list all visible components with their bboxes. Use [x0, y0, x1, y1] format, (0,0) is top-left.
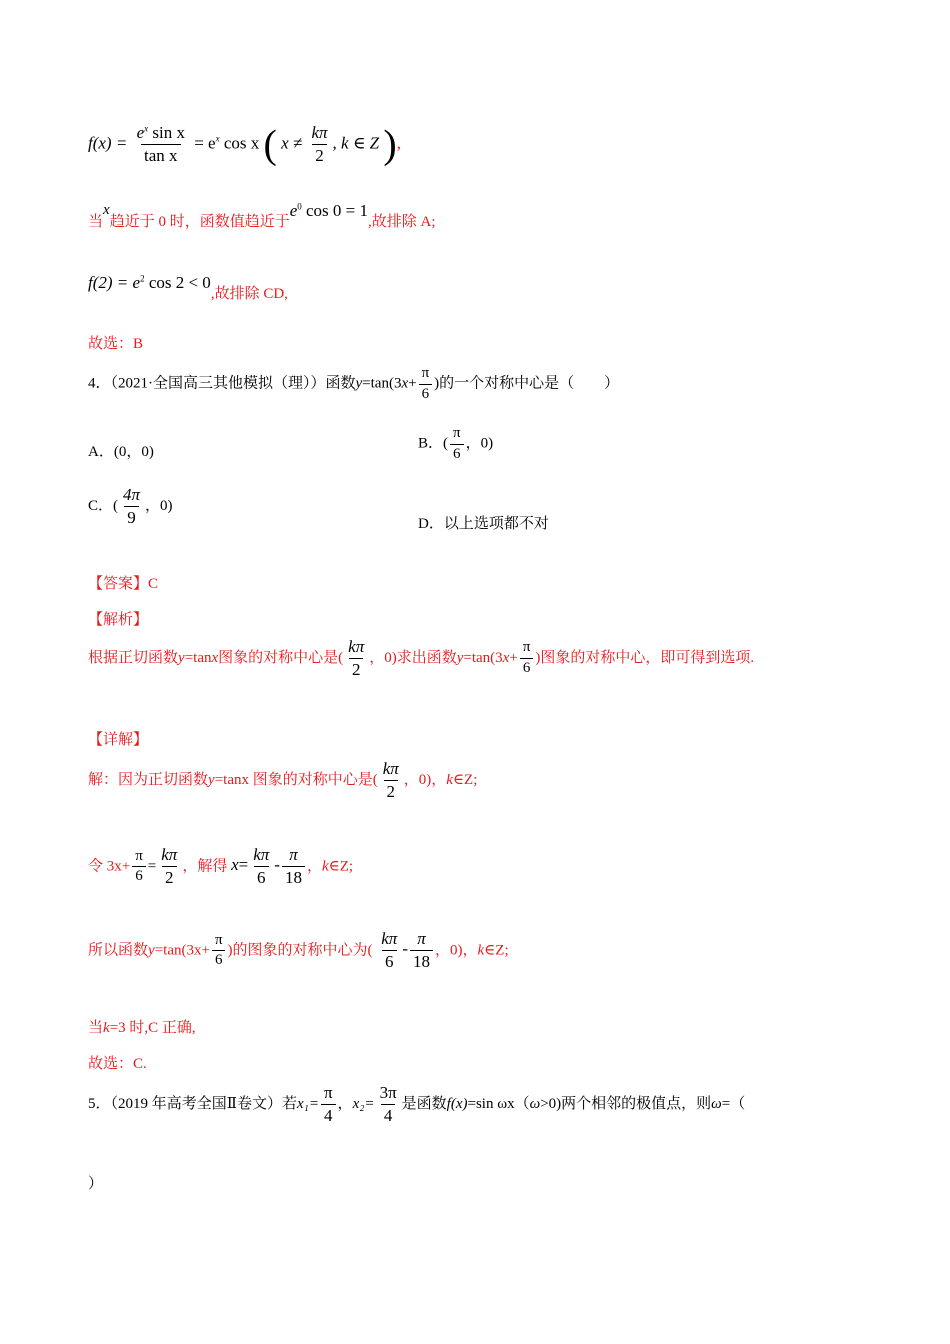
q4-detail-line4: 当k=3 时,C 正确,: [88, 1020, 196, 1036]
q4-stem: 4．（2021·全国高三其他模拟（理））函数y=tan(3x+ $\frac{\pi}{6}$ )的一个对称中心是（ ）: [88, 365, 620, 402]
q4-option-b[interactable]: B．( $\frac{\pi}{6}$ ，0): [418, 425, 494, 462]
block1-line3: $f(2) = e^2$ cos 2 < 0,故排除 CD,: [88, 273, 288, 302]
q4-answer: 【答案】C: [88, 576, 159, 592]
q4-analysis-tag: 【解析】: [88, 612, 149, 628]
q4-detail-line1: 解：因为正切函数y=tanx 图象的对称中心是( $\frac{k\pi}{2}$ ，0)，k∈Z;: [88, 759, 478, 801]
q4-option-d[interactable]: D．以上选项都不对: [418, 516, 549, 532]
formula-fraction: $\frac{e^x \sin x}{\text{tan x}}$: [136, 123, 185, 165]
q4-option-c[interactable]: C．( $\frac{4\pi}{9}$ ，0): [88, 485, 173, 527]
formula-fx: f(x) = $\frac{e^x \sin x}{\text{tan x}}$ = $e^x$ cos x ( x ≠ $\frac{k\pi}{2}$ , k ∈ Z ),: [88, 121, 401, 167]
block1-line2: 当x趋近于 0 时，函数值趋近于$e^0$ cos 0 = 1,故排除 A;: [88, 201, 436, 230]
q4-analysis: 根据正切函数y=tanx图象的对称中心是( $\frac{k\pi}{2}$ ，0)求出函数y=tan(3x+ $\frac{\pi}{6}$ )图象的对称中心，即可得到选项.: [88, 637, 755, 679]
q5-stem: 5．（2019 年高考全国Ⅱ卷文）若x₁= $\frac{\pi}{4}$ ，x₂= $\frac{3\pi}{4}$ 是函数f(x)=sin ωx（ω>0)两个相邻的极值点，则ω=（: [88, 1083, 746, 1125]
q4-option-a[interactable]: A．(0，0): [88, 444, 154, 460]
q4-detail-conclusion: 故选：C.: [88, 1056, 147, 1072]
q5-close-paren: ）: [88, 1176, 104, 1192]
q4-detail-line3: 所以函数y=tan(3x+ $\frac{\pi}{6}$ )的图象的对称中心为( $\frac{k\pi}{6}$ - $\frac{\pi}{18}$ ，0)，k∈Z;: [88, 929, 509, 971]
block1-conclusion: 故选：B: [88, 336, 144, 352]
q4-detail-line2: 令 3x+ $\frac{\pi}{6}$ = $\frac{k\pi}{2}$ ，解得 x= $\frac{k\pi}{6}$ - $\frac{\pi}{18}$ ，k∈Z;: [88, 845, 354, 888]
formula-lhs: f(x) =: [88, 133, 128, 153]
q4-detail-tag: 【详解】: [88, 732, 149, 748]
